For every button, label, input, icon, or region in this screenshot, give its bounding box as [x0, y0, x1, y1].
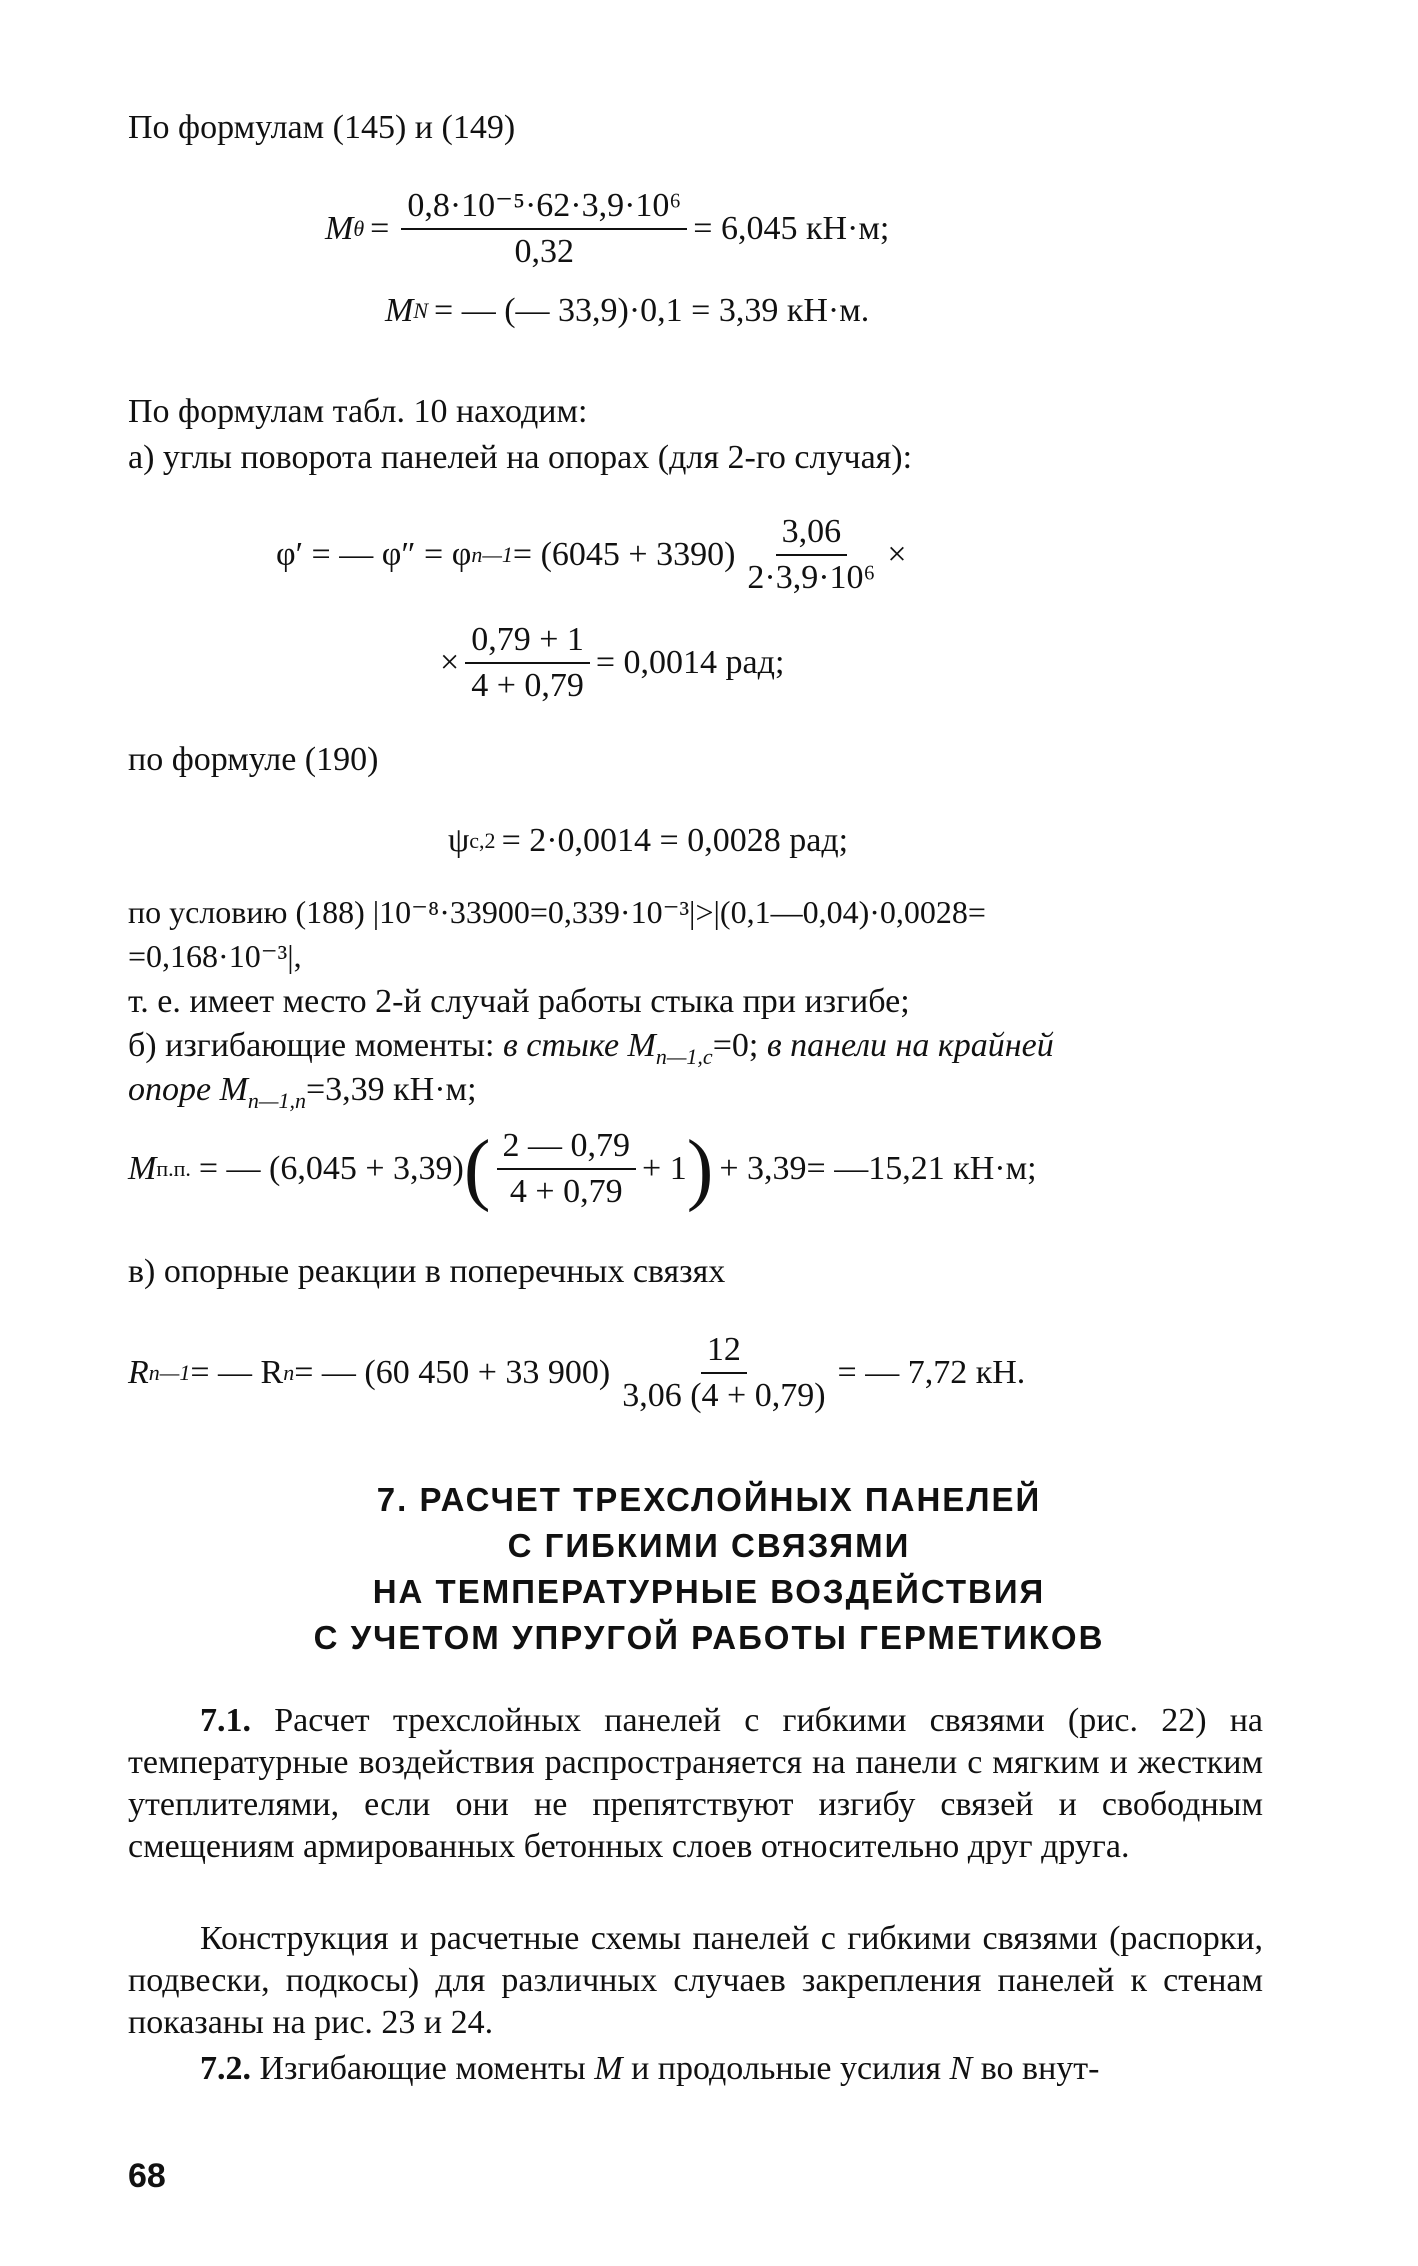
- item-b-italic3: опоре: [128, 1071, 212, 1108]
- equation-phi-line2: [440, 620, 784, 706]
- r-mid1: = — R: [190, 1354, 284, 1391]
- m-n-lhs: M: [385, 292, 414, 329]
- item-b-line2: [128, 1070, 477, 1113]
- phi-denominator: 2·3,9·10⁶: [747, 559, 876, 596]
- m-theta-denominator: 0,32: [514, 233, 575, 270]
- equation-m-pp: M п.п. = — (6,045 + 3,39) ( $\frac{2 — 0,79}{4 + 0,79}$ + 1 ) + 3,39= —15,21 кН·м;: [128, 1125, 1037, 1213]
- r-mid2: = — (60 450 + 33 900): [294, 1354, 611, 1391]
- r-denominator: 3,06 (4 + 0,79): [622, 1377, 826, 1414]
- phi2-rhs: = 0,0014 рад;: [595, 644, 785, 681]
- paragraph-construction: Конструкция и расчетные схемы панелей с гибкими связями (распорки, подвески, подкосы) для различных случаев закрепления панелей к стенам показаны на рис. 23 и 24.: [128, 1920, 1263, 2041]
- m-n-rhs: = — (— 33,9)·0,1 = 3,39 кН·м.: [434, 292, 870, 329]
- item-b-m1-sub: n—1,c: [655, 1043, 713, 1069]
- mpp-fraction: [497, 1126, 637, 1212]
- r-numerator: 12: [701, 1330, 747, 1374]
- p71-text: Расчет трехслойных панелей с гибкими связями (рис. 22) на температурные воздействия распространяется на панели с мягким и жестким утеплителями, если они не препятствуют изгибу связей и свободным смещениям армированных бетонных слоев относительно друг друга.: [128, 1702, 1263, 1865]
- section-heading-line1: 7. РАСЧЕТ ТРЕХСЛОЙНЫХ ПАНЕЛЕЙ: [376, 1481, 1042, 1518]
- phi2-denominator: 4 + 0,79: [471, 667, 584, 704]
- psi-rhs: = 2·0,0014 = 0,0028 рад;: [501, 822, 849, 859]
- equation-m-theta: M θ = $\frac{\text{0,8·10⁻⁵·62·3,9·10⁶}}{0,32}$ = 6,045 кН·м;: [325, 187, 890, 270]
- equation-phi-line1: φ′ = — φ″ = φ n—1 = (6045 + 3390) $\frac{3,06}{\text{2·3,9·10⁶}}$ ×: [276, 513, 907, 596]
- item-c-text: в) опорные реакции в поперечных связях: [128, 1253, 726, 1290]
- equation-m-n: M N = — (— 33,9)·0,1 = 3,39 кН·м.: [385, 292, 870, 329]
- equation-r: R n—1 = — R n = — (60 450 + 33 900) $\frac{12}{3,06 (4 + 0,79)}$ = — 7,72 кН.: [128, 1331, 1026, 1414]
- item-b-eq2: =3,39 кН·м;: [305, 1071, 477, 1108]
- m-theta-fraction: [401, 186, 687, 272]
- section-heading-line3: НА ТЕМПЕРАТУРНЫЕ ВОЗДЕЙСТВИЯ: [372, 1573, 1046, 1610]
- item-b-italic1: в стыке: [502, 1027, 620, 1064]
- phi-fraction: [741, 512, 881, 598]
- equation-psi: ψ c,2 = 2·0,0014 = 0,0028 рад;: [448, 822, 849, 859]
- r-lhs: R: [128, 1354, 149, 1391]
- intro-formulas-text: По формулам (145) и (149): [128, 109, 516, 146]
- p72-post: во внут-: [980, 2050, 1100, 2087]
- table-intro-text: По формулам табл. 10 находим:: [128, 393, 588, 430]
- phi-tail: ×: [887, 536, 907, 573]
- m-theta-lhs: M: [325, 210, 354, 247]
- p72-mid: и продольные усилия: [631, 2050, 942, 2087]
- m-theta-rhs: = 6,045 кН·м;: [693, 210, 890, 247]
- phi2-numerator: 0,79 + 1: [465, 620, 590, 664]
- case2-text: т. е. имеет место 2-й случай работы стыка при изгибе;: [128, 983, 910, 1020]
- mpp-close-paren: ): [686, 1125, 714, 1213]
- phi2-lead: ×: [440, 644, 460, 681]
- phi-lhs: φ′ = — φ″ = φ: [276, 536, 472, 573]
- p72-number: 7.2.: [200, 2050, 251, 2087]
- mpp-numerator: 2 — 0,79: [497, 1126, 637, 1170]
- phi-numerator: 3,06: [776, 512, 848, 556]
- mpp-plus1: + 1: [642, 1150, 687, 1187]
- phi2-fraction: [465, 620, 590, 706]
- p72-m: M: [594, 2050, 623, 2087]
- page-number: 68: [128, 2157, 166, 2195]
- item-b-m1: M: [627, 1027, 656, 1064]
- condition-188-line1: по условию (188) |10⁻⁸·33900=0,339·10⁻³|>|(0,1—0,04)·0,0028=: [128, 894, 986, 930]
- item-b-m2-sub: n—1,п: [247, 1087, 306, 1113]
- mpp-denominator: 4 + 0,79: [509, 1173, 623, 1210]
- p72-pre: Изгибающие моменты: [259, 2050, 586, 2087]
- item-a-text: а) углы поворота панелей на опорах (для 2-го случая):: [128, 439, 913, 476]
- mpp-mid: = — (6,045 + 3,39): [198, 1150, 464, 1187]
- formula-190-text: по формуле (190): [128, 741, 379, 778]
- item-b-italic2: в панели на крайней: [766, 1027, 1054, 1064]
- paragraph-7-2: [128, 2048, 1263, 2090]
- r-fraction: [616, 1330, 831, 1416]
- mpp-lhs: M: [128, 1150, 157, 1187]
- mpp-open-paren: (: [463, 1125, 491, 1213]
- section-heading-line4: С УЧЕТОМ УПРУГОЙ РАБОТЫ ГЕРМЕТИКОВ: [313, 1619, 1105, 1656]
- condition-188-line2: =0,168·10⁻³|,: [128, 938, 302, 974]
- p71-number: 7.1.: [200, 1702, 251, 1739]
- section-heading-line2: С ГИБКИМИ СВЯЗЯМИ: [507, 1527, 911, 1564]
- mpp-rhs: + 3,39= —15,21 кН·м;: [719, 1150, 1037, 1187]
- item-b-part1: б) изгибающие моменты:: [128, 1027, 495, 1064]
- phi-mid: = (6045 + 3390): [512, 536, 736, 573]
- m-theta-numerator: 0,8·10⁻⁵·62·3,9·10⁶: [401, 186, 687, 230]
- r-rhs: = — 7,72 кН.: [837, 1354, 1026, 1391]
- item-b-eq1: =0;: [712, 1027, 759, 1064]
- p72-n: N: [949, 2050, 973, 2087]
- item-b-m2: M: [219, 1071, 248, 1108]
- item-b-line1: [128, 1026, 1054, 1069]
- psi-lhs: ψ: [448, 822, 470, 859]
- paragraph-7-1: [128, 1700, 1263, 1868]
